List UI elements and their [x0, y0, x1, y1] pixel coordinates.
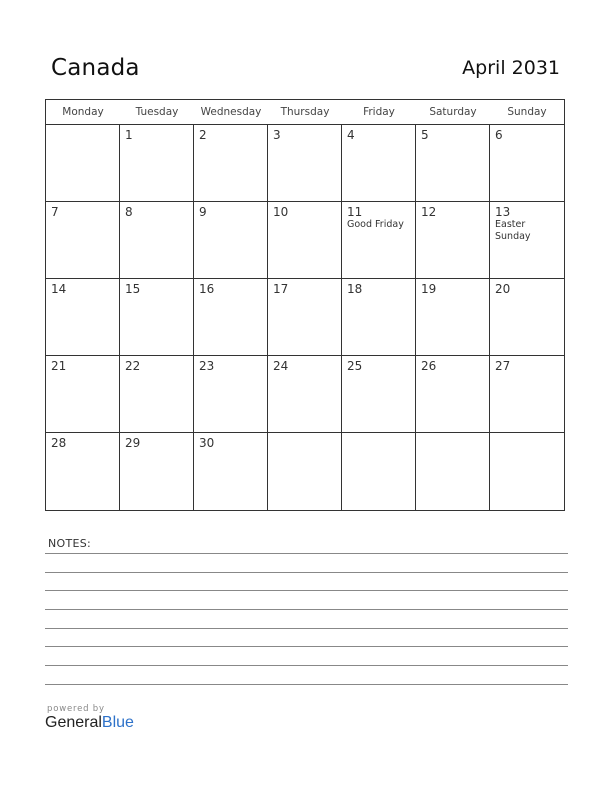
- calendar-grid: [45, 99, 565, 511]
- notes-label: NOTES:: [48, 537, 92, 550]
- day-number: 26: [421, 359, 437, 373]
- day-number: 15: [125, 282, 141, 296]
- day-cell: [342, 202, 416, 279]
- day-cell: [194, 202, 268, 279]
- weekday-header-row: [46, 100, 564, 125]
- notes-line: [45, 553, 568, 554]
- weekday-monday: Monday: [62, 106, 104, 118]
- day-number: 8: [125, 205, 133, 219]
- day-number: 27: [495, 359, 511, 373]
- day-cell: [120, 125, 194, 202]
- day-number: 12: [421, 205, 437, 219]
- day-number: 20: [495, 282, 511, 296]
- day-cell: [416, 125, 490, 202]
- day-number: 17: [273, 282, 289, 296]
- day-cell: [46, 433, 120, 510]
- day-cell: [120, 279, 194, 356]
- day-number: 28: [51, 436, 67, 450]
- brand-name-blue: Blue: [101, 714, 134, 731]
- weekday-saturday: Saturday: [429, 106, 477, 118]
- day-cell: [342, 433, 416, 510]
- day-grid: [46, 125, 564, 510]
- day-number: 22: [125, 359, 141, 373]
- day-number: 10: [273, 205, 289, 219]
- day-cell: [268, 433, 342, 510]
- day-cell: [120, 356, 194, 433]
- day-cell: [46, 202, 120, 279]
- day-cell: [416, 279, 490, 356]
- day-cell: [342, 356, 416, 433]
- day-cell: [490, 125, 564, 202]
- day-number: 11: [347, 205, 363, 219]
- day-number: 19: [421, 282, 437, 296]
- day-cell: [194, 279, 268, 356]
- day-number: 23: [199, 359, 215, 373]
- day-cell: [120, 433, 194, 510]
- brand-name-general: General: [45, 714, 102, 731]
- day-cell: [120, 202, 194, 279]
- day-cell: [416, 202, 490, 279]
- day-cell: [490, 433, 564, 510]
- day-number: 5: [421, 128, 429, 142]
- day-cell: [490, 356, 564, 433]
- holiday-label: Good Friday: [347, 219, 404, 230]
- weekday-wednesday: Wednesday: [200, 106, 262, 118]
- day-number: 6: [495, 128, 503, 142]
- day-cell: [46, 125, 120, 202]
- day-cell: [46, 279, 120, 356]
- day-cell: [194, 125, 268, 202]
- weekday-sunday: Sunday: [507, 106, 547, 118]
- notes-line: [45, 572, 568, 573]
- brand-name: [45, 714, 134, 732]
- day-number: 16: [199, 282, 215, 296]
- day-number: 9: [199, 205, 207, 219]
- day-number: 25: [347, 359, 363, 373]
- month-title: April 2031: [462, 57, 560, 79]
- day-number: 13: [495, 205, 511, 219]
- country-title: Canada: [51, 55, 140, 81]
- day-cell: [46, 356, 120, 433]
- notes-line: [45, 684, 568, 685]
- day-cell: [490, 279, 564, 356]
- day-number: 18: [347, 282, 363, 296]
- notes-line: [45, 590, 568, 591]
- day-cell: [268, 202, 342, 279]
- day-cell: [490, 202, 564, 279]
- notes-line: [45, 628, 568, 629]
- day-cell: [268, 356, 342, 433]
- weekday-friday: Friday: [363, 106, 395, 118]
- day-number: 30: [199, 436, 215, 450]
- holiday-label: Easter Sunday: [495, 219, 531, 242]
- day-number: 24: [273, 359, 289, 373]
- notes-line: [45, 646, 568, 647]
- day-cell: [194, 356, 268, 433]
- weekday-tuesday: Tuesday: [135, 106, 179, 118]
- day-cell: [416, 433, 490, 510]
- day-cell: [342, 279, 416, 356]
- day-cell: [416, 356, 490, 433]
- day-cell: [268, 125, 342, 202]
- weekday-thursday: Thursday: [280, 106, 330, 118]
- day-number: 29: [125, 436, 141, 450]
- day-number: 2: [199, 128, 207, 142]
- day-number: 7: [51, 205, 59, 219]
- day-cell: [268, 279, 342, 356]
- notes-line: [45, 609, 568, 610]
- day-number: 21: [51, 359, 67, 373]
- day-number: 14: [51, 282, 67, 296]
- day-cell: [342, 125, 416, 202]
- brand-logo: [45, 704, 134, 732]
- notes-line: [45, 665, 568, 666]
- powered-by-text: powered by: [47, 704, 105, 714]
- day-number: 1: [125, 128, 133, 142]
- day-number: 3: [273, 128, 281, 142]
- day-cell: [194, 433, 268, 510]
- day-number: 4: [347, 128, 355, 142]
